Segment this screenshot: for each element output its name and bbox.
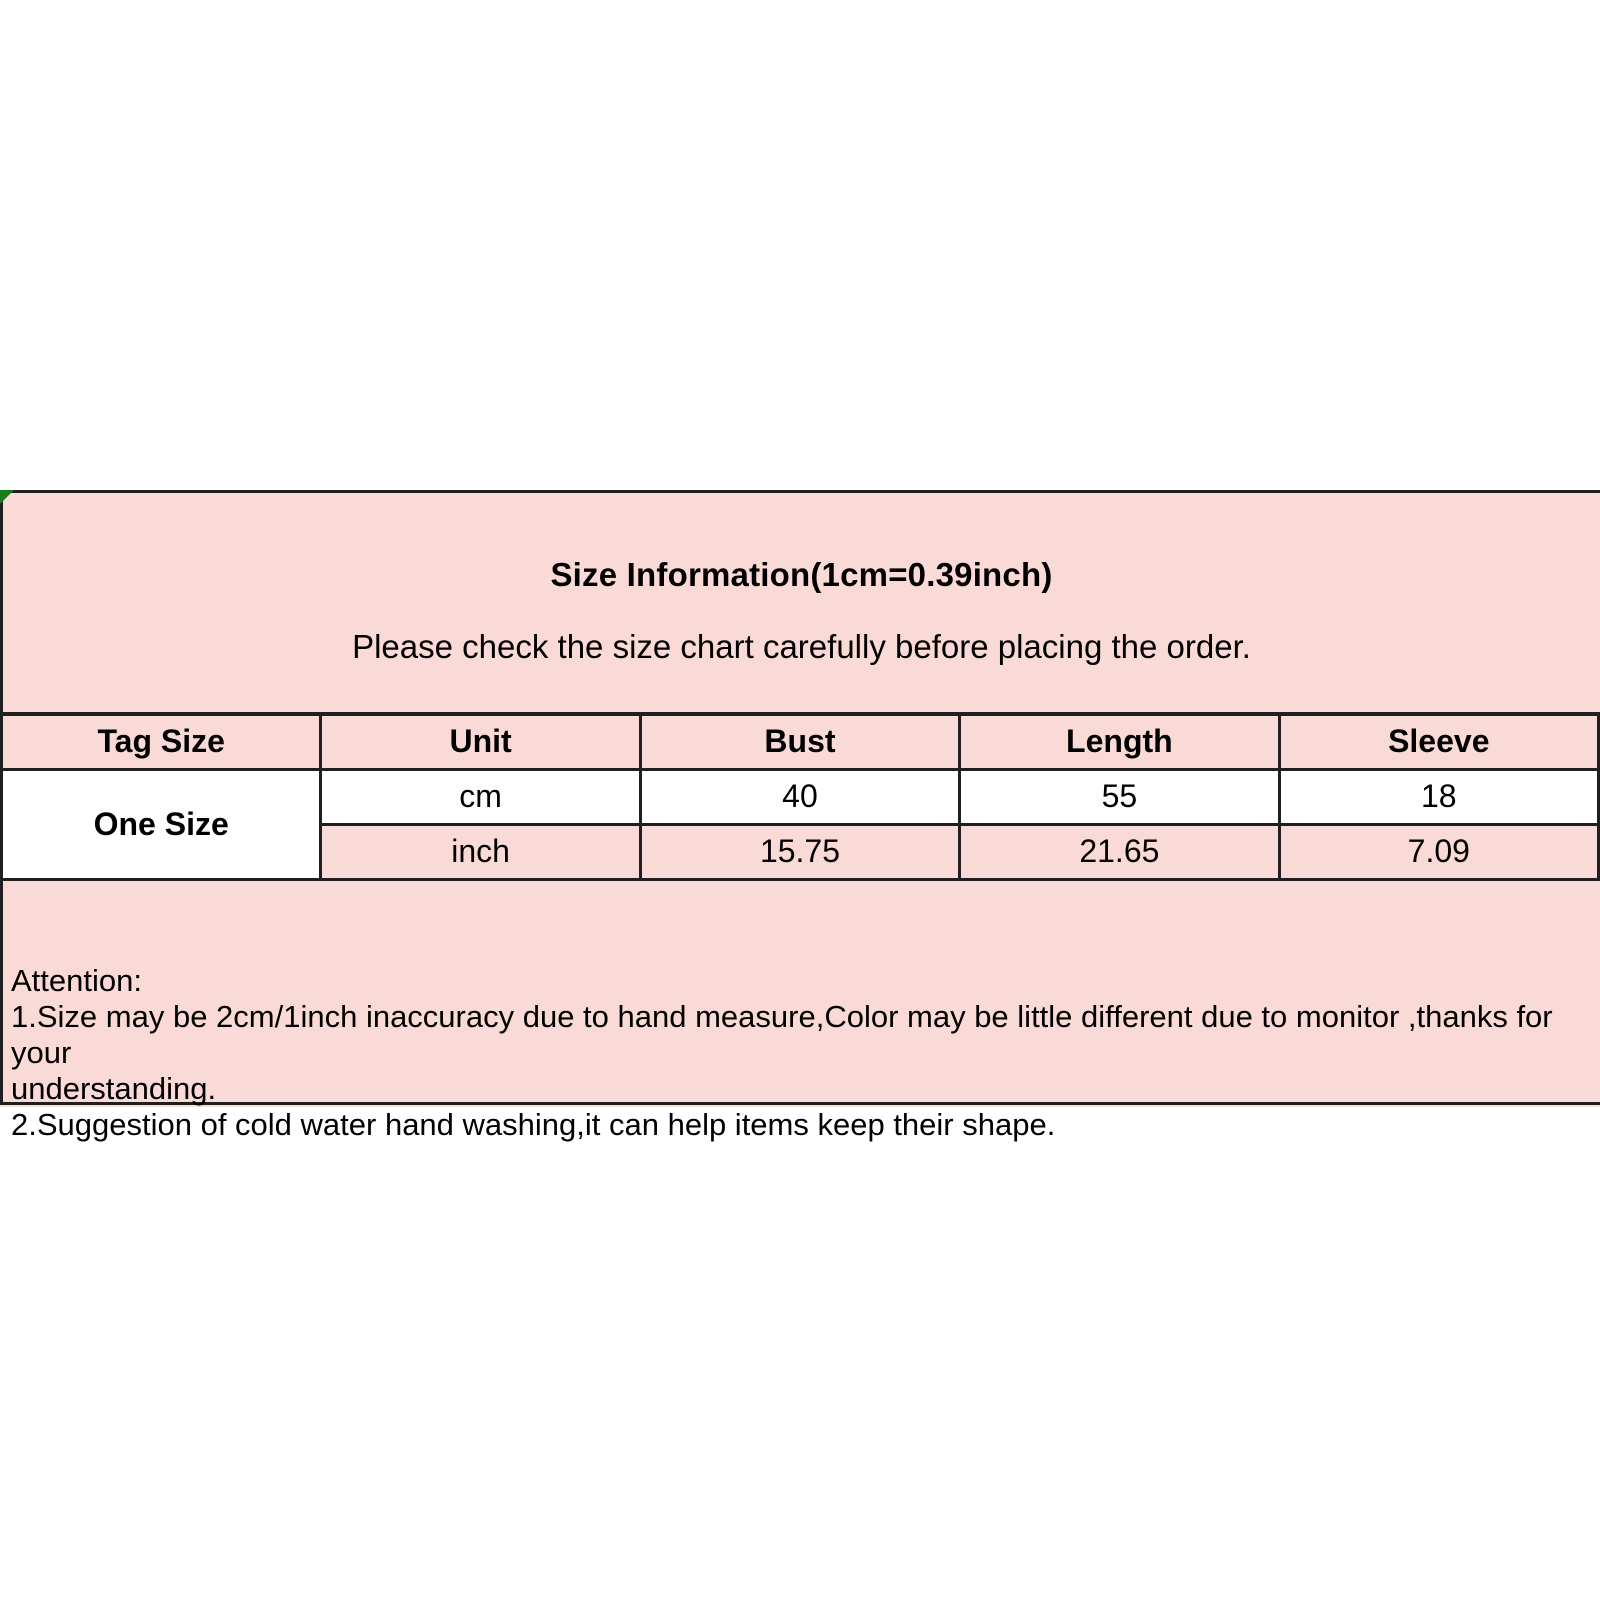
attention-section (0, 881, 1600, 1142)
green-corner-marker-icon (0, 490, 14, 504)
cell-length-cm: 55 (960, 769, 1279, 824)
cell-tag-size: One Size (2, 769, 321, 879)
cell-unit-cm: cm (321, 769, 640, 824)
attention-note-1: 1.Size may be 2cm/1inch inaccuracy due to hand measure,Color may be little different due to monitor ,thanks for your (11, 998, 1553, 1070)
attention-heading: Attention: (11, 962, 142, 998)
size-table-row-cm (2, 769, 1599, 824)
header-length: Length (960, 714, 1279, 769)
size-info-panel (0, 490, 1600, 1142)
size-table (0, 712, 1600, 881)
cell-sleeve-inch: 7.09 (1279, 824, 1598, 879)
header-tag-size: Tag Size (2, 714, 321, 769)
cell-bust-inch: 15.75 (640, 824, 959, 879)
cell-length-inch: 21.65 (960, 824, 1279, 879)
intro-section (0, 490, 1600, 712)
size-info-subtitle: Please check the size chart carefully before placing the order. (352, 628, 1251, 665)
size-table-header-row (2, 714, 1599, 769)
header-bust: Bust (640, 714, 959, 769)
cell-bust-cm: 40 (640, 769, 959, 824)
header-sleeve: Sleeve (1279, 714, 1598, 769)
size-info-title: Size Information(1cm=0.39inch) (550, 556, 1053, 593)
attention-note-1-continued: understanding. (11, 1070, 217, 1106)
header-unit: Unit (321, 714, 640, 769)
cell-sleeve-cm: 18 (1279, 769, 1598, 824)
attention-note-2: 2.Suggestion of cold water hand washing,it can help items keep their shape. (11, 1106, 1056, 1142)
cell-unit-inch: inch (321, 824, 640, 879)
